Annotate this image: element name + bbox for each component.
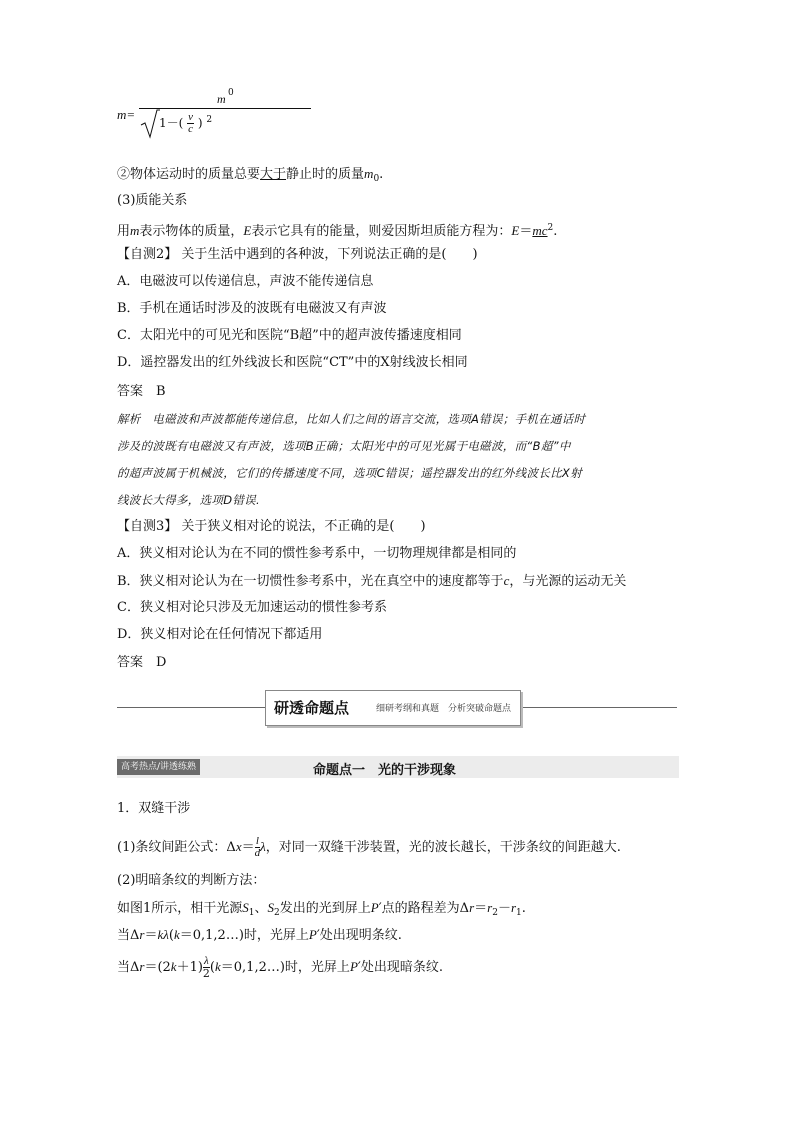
var-d: d (254, 847, 261, 859)
var-lambda: λ (163, 927, 169, 942)
var-m: m (130, 223, 140, 238)
question-2-option-c: C．太阳光中的可见光和医院“B超”中的超声波传播速度相同 (117, 328, 462, 343)
var-e: E (243, 223, 252, 238)
banner-rule-right (521, 707, 677, 708)
text: 表示物体的质量， (139, 224, 244, 239)
sub: 0 (373, 174, 380, 184)
question-2-analysis-line: 线波长大得多，选项D错误. (117, 493, 260, 507)
text: － (497, 901, 511, 916)
var-e: E (511, 223, 520, 238)
text: ②物体运动时的质量总要 (117, 167, 261, 182)
text: 、 (254, 901, 268, 916)
text: ′处出现明条纹. (316, 928, 402, 943)
text: . (379, 167, 384, 182)
question-2-option-d: D．遥控器发出的红外线波长和医院“CT”中的X射线波长相同 (117, 355, 468, 370)
question-2-analysis-line: 解析 电磁波和声波都能传递信息，比如人们之间的语言交流，选项A错误；手机在通话时 (117, 412, 586, 426)
var-r: r (469, 900, 475, 915)
text: 用 (117, 224, 131, 239)
var-p: P (370, 900, 379, 915)
underlined-answer: 大于 (260, 167, 287, 182)
text: 发出的光到屏上 (279, 901, 371, 916)
var-r: r (139, 927, 145, 942)
dark-fringe-condition (117, 952, 443, 982)
question-3-stem: 【自测3】 关于狭义相对论的说法，不正确的是( ) (117, 519, 426, 534)
var-k: k (170, 959, 177, 974)
var-l: l (255, 835, 259, 847)
var-m: m (364, 166, 374, 181)
question-3-option-d: D．狭义相对论在任何情况下都适用 (117, 627, 323, 642)
var-x: x (235, 839, 242, 854)
var-r: r (487, 900, 493, 915)
var-mc: mc (532, 223, 548, 238)
banner-title: 研透命题点 (274, 699, 350, 717)
var-k: k (215, 959, 221, 974)
banner-box (265, 690, 521, 726)
text: ，对同一双缝干涉装置，光的波长越长，干涉条纹的间距越大. (265, 840, 621, 855)
text: ＝ (474, 901, 488, 916)
text: B．狭义相对论认为在一切惯性参考系中，光在真空中的速度都等于 (117, 574, 504, 589)
var-s: S (267, 900, 275, 915)
var-r: r (139, 959, 145, 974)
text: ′处出现暗条纹. (357, 960, 443, 975)
formula-v-over-c (187, 112, 194, 135)
text: 静止时的质量 (286, 167, 365, 182)
text: ，与光源的运动无关 (509, 574, 627, 589)
topic-tag: 高考热点/讲透练熟 (117, 759, 200, 775)
question-2-option-a: A．电磁波可以传递信息，声波不能传递信息 (117, 274, 374, 289)
fringe-spacing-formula (117, 834, 621, 860)
mass-statement (117, 165, 383, 188)
sub: 2 (492, 908, 498, 918)
bright-fringe-condition (117, 926, 402, 945)
mass-energy-heading: (3)质能关系 (117, 193, 188, 208)
formula-fraction (139, 88, 311, 135)
text: ＝0,1,2…)时，光屏上 (220, 960, 350, 975)
banner-rule-left (117, 707, 265, 708)
section-banner (117, 690, 677, 726)
formula-lhs: m= (117, 107, 136, 122)
text: . (553, 224, 558, 239)
text: ＝(2 (144, 960, 171, 975)
formula-numerator: m (217, 92, 226, 106)
question-2-analysis-line: 的超声波属于机械波，它们的传播速度不同，选项C错误；遥控器发出的红外线波长比X射 (117, 466, 582, 480)
section-heading-fringe-method: (2)明暗条纹的判断方法： (117, 873, 266, 888)
var-p: P (349, 959, 358, 974)
question-3-option-b (117, 572, 626, 591)
text: . (521, 901, 526, 916)
denominator-two: 2 (202, 967, 210, 980)
sub: 1 (516, 908, 522, 918)
var-c: c (503, 573, 510, 588)
var-k: k (173, 927, 180, 942)
text: 当Δ (117, 960, 140, 975)
question-2-stem: 【自测2】 关于生活中遇到的各种波，下列说法正确的是( ) (117, 247, 478, 262)
text: ＝ (519, 224, 533, 239)
text: ＝ (144, 928, 158, 943)
question-3-answer: 答案 D (117, 655, 167, 670)
sub: 2 (274, 908, 280, 918)
topic-bar (117, 756, 679, 778)
question-2-answer: 答案 B (117, 384, 166, 399)
topic-title: 命题点一 光的干涉现象 (313, 763, 457, 778)
text: ＝0,1,2…)时，光屏上 (179, 928, 309, 943)
banner-subtitle: 细研考纲和真题 分析突破命题点 (376, 704, 512, 714)
text: ( (168, 928, 174, 943)
formula-denominator-suffix: ) (197, 116, 203, 130)
question-2-option-b: B．手机在通话时涉及的波既有电磁波又有声波 (117, 301, 387, 316)
section-heading-double-slit: 1．双缝干涉 (117, 801, 191, 816)
sup: 2 (547, 223, 554, 233)
question-3-option-a: A．狭义相对论认为在不同的惯性参考系中，一切物理规律都是相同的 (117, 546, 517, 561)
text: 表示它具有的能量，则爱因斯坦质能方程为： (251, 224, 512, 239)
var-p: P (308, 927, 317, 942)
text: ′点的路程差为Δ (378, 901, 470, 916)
sub: 1 (248, 908, 255, 918)
text: ( (209, 960, 215, 975)
mass-energy-statement (117, 219, 557, 241)
var-lambda: λ (204, 955, 209, 967)
formula-exponent: 2 (206, 115, 213, 125)
var-k: k (157, 927, 164, 942)
var-s: S (242, 900, 249, 915)
formula-denominator-prefix: 1－( (159, 116, 184, 130)
formula-c: c (188, 123, 194, 135)
text: 当Δ (117, 928, 140, 943)
formula-v: v (188, 111, 194, 123)
path-difference-statement (117, 899, 526, 922)
question-3-option-c: C．狭义相对论只涉及无加速运动的惯性参考系 (117, 600, 387, 615)
var-lambda: λ (260, 839, 266, 854)
sqrt-sign-icon (140, 109, 160, 139)
text: 如图1所示，相干光源 (117, 901, 243, 916)
var-r: r (510, 900, 517, 915)
question-2-analysis-line: 涉及的波既有电磁波又有声波，选项B正确；太阳光中的可见光属于电磁波，而“B超”中 (117, 439, 571, 453)
text: ＋1) (176, 960, 203, 975)
text: ＝ (241, 840, 255, 855)
lambda-over-two (203, 956, 210, 979)
text: (1)条纹间距公式：Δ (117, 840, 236, 855)
formula-numerator-sub: 0 (228, 88, 234, 98)
